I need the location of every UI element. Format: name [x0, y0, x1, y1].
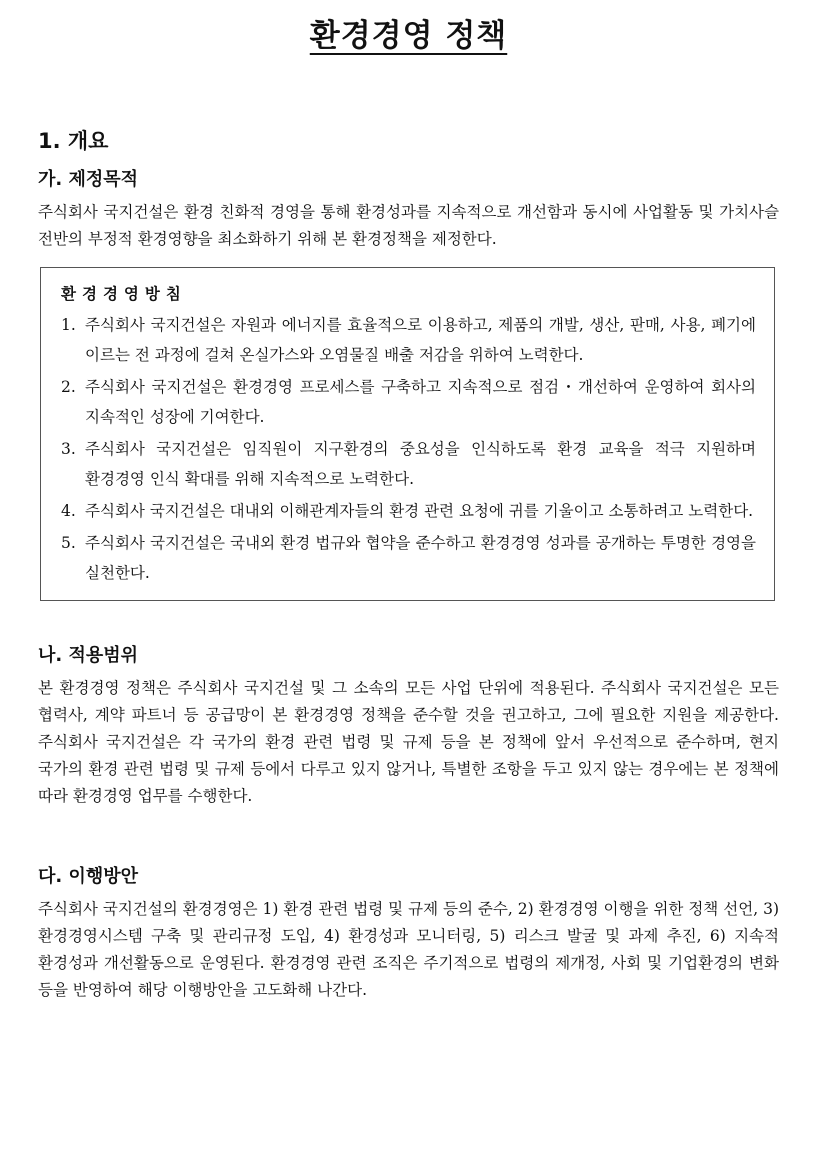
environmental-policy-box — [40, 267, 775, 601]
subheading-scope: 나. 적용범위 — [38, 645, 139, 666]
policy-item-number: 2. — [61, 378, 76, 396]
policy-item-number: 1. — [61, 316, 76, 334]
subheading-implementation: 다. 이행방안 — [38, 866, 139, 887]
policy-item-text: 주식회사 국지건설은 임직원이 지구환경의 중요성을 인식하도록 환경 교육을 적극 지원하며 환경경영 인식 확대를 위해 지속적으로 노력한다. — [85, 440, 756, 488]
implementation-paragraph: 주식회사 국지건설의 환경경영은 1) 환경 관련 법령 및 규제 등의 준수, 2) 환경경영 이행을 위한 정책 선언, 3) 환경경영시스템 구축 및 관리규정 도입, 4) 환경성과 모니터링, 5) 리스크 발굴 및 과제 추진, 6) 지속적 환경성과 개선활동으로 운영된다. 환경경영 관련 조직은 주기적으로 법령의 제개정, 사회 및 기업환경의 변화 등을 반영하여 해당 이행방안을 고도화해 나간다. — [38, 900, 779, 999]
policy-item — [61, 434, 756, 494]
policy-item — [61, 310, 756, 370]
purpose-paragraph: 주식회사 국지건설은 환경 친화적 경영을 통해 환경성과를 지속적으로 개선함과 동시에 사업활동 및 가치사슬 전반의 부정적 환경영향을 최소화하기 위해 본 환경정책을 제정한다. — [38, 203, 779, 248]
policy-item-text: 주식회사 국지건설은 대내외 이해관계자들의 환경 관련 요청에 귀를 기울이고 소통하려고 노력한다. — [85, 502, 754, 520]
scope-paragraph: 본 환경경영 정책은 주식회사 국지건설 및 그 소속의 모든 사업 단위에 적용된다. 주식회사 국지건설은 모든 협력사, 계약 파트너 등 공급망이 본 환경경영 정책을 준수할 것을 권고하고, 그에 필요한 지원을 제공한다. 주식회사 국지건설은 각 국가의 환경 관련 법령 및 규제 등을 본 정책에 앞서 우선적으로 준수하며, 현지 국가의 환경 관련 법령 및 규제 등에서 다루고 있지 않거나, 특별한 조항을 두고 있지 않는 경우에는 본 정책에 따라 환경경영 업무를 수행한다. — [38, 679, 779, 805]
policy-item-number: 4. — [61, 502, 76, 520]
policy-item-text: 주식회사 국지건설은 국내외 환경 법규와 협약을 준수하고 환경경영 성과를 공개하는 투명한 경영을 실천한다. — [85, 534, 756, 582]
subheading-purpose: 가. 제정목적 — [38, 169, 139, 190]
policy-item-text: 주식회사 국지건설은 자원과 에너지를 효율적으로 이용하고, 제품의 개발, 생산, 판매, 사용, 폐기에 이르는 전 과정에 걸쳐 온실가스와 오염물질 배출 저감을 위하여 노력한다. — [85, 316, 756, 364]
policy-item — [61, 496, 756, 526]
policy-item — [61, 372, 756, 432]
policy-list — [61, 310, 756, 588]
policy-item-number: 3. — [61, 440, 76, 458]
policy-item-text: 주식회사 국지건설은 환경경영 프로세스를 구축하고 지속적으로 점검・개선하여 운영하여 회사의 지속적인 성장에 기여한다. — [85, 378, 756, 426]
document-title: 환경경영 정책 — [309, 18, 508, 54]
policy-box-title: 환경경영방침 — [61, 285, 187, 303]
policy-item — [61, 528, 756, 588]
policy-item-number: 5. — [61, 534, 76, 552]
section-heading-overview: 1. 개요 — [38, 129, 109, 153]
